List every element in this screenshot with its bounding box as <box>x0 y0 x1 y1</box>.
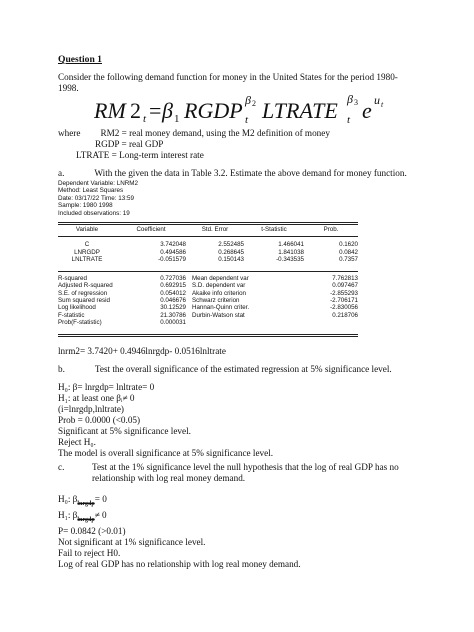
eq-beta1-sub: 1 <box>174 113 180 125</box>
answer-line: H₁: at least one βᵢ≠ 0 <box>58 393 135 403</box>
cell: Durbin-Watson stat <box>192 311 245 319</box>
answer-line: H₀: β= lnrgdp= lnltrate= 0 <box>58 382 155 392</box>
definition-rm2: RM2 = real money demand, using the M2 definition of money <box>100 128 330 138</box>
cell: 0.0842 <box>339 248 358 256</box>
regression-table <box>58 226 358 326</box>
cell: 2.552485 <box>218 241 244 249</box>
answer-line: Significant at 5% significance level. <box>58 426 191 436</box>
reg-sample: Sample: 1980 1998 <box>58 202 113 210</box>
h1-prefix: H₁: β <box>58 509 78 520</box>
cell: Akaike info criterion <box>192 289 246 297</box>
h0-subscript: lnrgdp <box>77 500 95 507</box>
cell: LNLTRATE <box>71 255 103 263</box>
table-row <box>58 256 358 263</box>
col-variable: Variable <box>75 226 99 233</box>
table-row <box>58 249 358 256</box>
cell: 0.727036 <box>160 275 186 283</box>
col-std-error: Std. Error <box>201 226 229 233</box>
table-row <box>58 241 358 248</box>
table-header-row <box>58 226 358 233</box>
fitted-equation: lnrm2= 3.7420+ 0.4946lnrgdp- 0.0516lnltrate <box>58 346 226 356</box>
eq-beta2: β <box>245 93 251 107</box>
cell: 1.466041 <box>278 241 304 249</box>
eq-rm: RM <box>94 98 126 123</box>
part-b-answer <box>58 382 273 459</box>
part-a-label: a. <box>58 168 65 178</box>
part-b <box>58 364 438 375</box>
answer-line: P= 0.0842 (>0.01) <box>58 525 126 536</box>
reg-dependent: Dependent Variable: LNRM2 <box>58 180 139 187</box>
cell: 0.054012 <box>160 289 186 297</box>
cell: Schwarz criterion <box>192 297 240 305</box>
table-top-rule <box>58 222 358 225</box>
h1-tail: ≠ 0 <box>94 509 107 520</box>
cell: S.E. of regression <box>58 289 108 297</box>
cell: 0.097467 <box>332 282 358 290</box>
table-row <box>58 290 358 297</box>
eq-rgdp: RGDP <box>184 98 243 123</box>
reg-observations: Included observations: 19 <box>58 209 130 217</box>
cell: Sum squared resid <box>58 297 110 305</box>
part-a-text: With the given the data in Table 3.2. Estimate the above demand for money function. <box>94 168 407 178</box>
part-c <box>58 462 418 484</box>
col-prob: Prob. <box>323 226 339 233</box>
cell: C <box>84 241 90 249</box>
eq-two: 2 <box>130 98 141 123</box>
eq-u-sub: t <box>381 100 384 109</box>
table-row <box>58 275 358 282</box>
answer-line: Prob = 0.0000 (<0.05) <box>58 415 141 425</box>
eq-t3: t <box>347 114 351 126</box>
cell: 21.30786 <box>160 311 186 319</box>
cell: -0.051579 <box>158 255 186 263</box>
cell: 0.046676 <box>160 297 186 305</box>
answer-line: The model is overall significance at 5% significance level. <box>58 448 274 458</box>
cell <box>186 319 304 326</box>
eq-beta1: β <box>162 98 173 123</box>
eq-beta3: β <box>347 92 353 106</box>
cell <box>304 319 358 326</box>
table-row <box>58 304 358 311</box>
eq-t2: t <box>245 114 249 126</box>
cell: Hannan-Quinn criter. <box>192 304 250 312</box>
eq-e: e <box>362 98 372 123</box>
cell: S.D. dependent var <box>192 282 246 290</box>
coef-bottom-rule <box>58 271 358 272</box>
definition-ltrate: LTRATE = Long-term interest rate <box>76 150 204 160</box>
cell: 1.841038 <box>278 248 304 256</box>
cell: -0.343535 <box>276 255 304 263</box>
where-label: where <box>58 128 81 138</box>
part-b-text: Test the overall significance of the estimated regression at 5% significance level. <box>94 364 392 374</box>
cell: -2.855293 <box>330 289 358 297</box>
eq-beta3-sub: 3 <box>354 98 358 107</box>
reg-date: Date: 03/17/22 Time: 13:59 <box>58 194 134 202</box>
hypothesis-alt <box>58 510 301 526</box>
cell: 0.268645 <box>218 248 244 256</box>
definitions-block <box>58 128 330 161</box>
cell: 3.742048 <box>160 241 186 249</box>
cell: LNRGDP <box>74 248 100 256</box>
cell: -2.830056 <box>330 304 358 312</box>
col-coefficient: Coefficient <box>136 226 166 233</box>
h0-tail: = 0 <box>94 494 107 504</box>
h1-subscript: lnrgdp <box>77 516 95 523</box>
header-rule <box>58 236 358 237</box>
demand-equation <box>94 92 394 126</box>
part-c-answer <box>58 494 301 570</box>
cell: 0.7357 <box>339 255 358 263</box>
cell: Prob(F-statistic) <box>58 318 102 326</box>
eq-ltrate: LTRATE <box>262 98 338 123</box>
cell: 7.762813 <box>332 275 358 283</box>
hypothesis-null <box>58 494 301 510</box>
part-c-text: Test at the 1% significance level the null hypothesis that the log of real GDP has no relationship with log real money demand. <box>92 462 399 483</box>
cell: 0.1620 <box>339 241 358 249</box>
reg-method: Method: Least Squares <box>58 187 124 195</box>
table-row <box>58 319 358 326</box>
cell: Mean dependent var <box>192 275 249 283</box>
cell: 30.12529 <box>160 304 186 312</box>
cell: 0.494586 <box>160 248 186 256</box>
cell: 0.000031 <box>160 318 186 326</box>
regression-header <box>58 180 138 217</box>
part-a <box>58 168 438 179</box>
eq-t1: t <box>143 113 147 125</box>
cell: R-squared <box>58 275 87 283</box>
table-row <box>58 297 358 304</box>
eq-beta2-sub: 2 <box>252 99 256 108</box>
col-t-stat: t-Statistic <box>261 226 287 233</box>
eq-u: u <box>374 93 380 107</box>
cell: F-statistic <box>58 311 85 319</box>
answer-line: Log of real GDP has no relationship with log real money demand. <box>58 558 301 569</box>
intro-paragraph: Consider the following demand function for money in the United States for the period 1980-1998. <box>58 72 398 93</box>
definition-rgdp: RGDP = real GDP <box>95 139 164 149</box>
cell: Adjusted R-squared <box>58 282 113 290</box>
cell: 0.218706 <box>332 311 358 319</box>
h0-prefix: H₀: β <box>58 494 78 504</box>
eq-equals: = <box>149 98 162 123</box>
part-b-label: b. <box>58 364 65 374</box>
question-title: Question 1 <box>58 54 102 65</box>
cell: Log likelihood <box>58 304 96 312</box>
part-c-label: c. <box>58 462 65 472</box>
cell: -2.706171 <box>330 297 358 305</box>
cell: 0.692915 <box>160 282 186 290</box>
cell: 0.150143 <box>218 255 244 263</box>
answer-line: Not significant at 1% significance level. <box>58 536 206 547</box>
answer-line: Fail to reject H0. <box>58 547 121 558</box>
table-row <box>58 312 358 319</box>
answer-line: (i=lnrgdp,lnltrate) <box>58 404 124 414</box>
table-bottom-rule <box>58 334 358 337</box>
answer-line: Reject H₀. <box>58 437 96 447</box>
table-row <box>58 282 358 289</box>
